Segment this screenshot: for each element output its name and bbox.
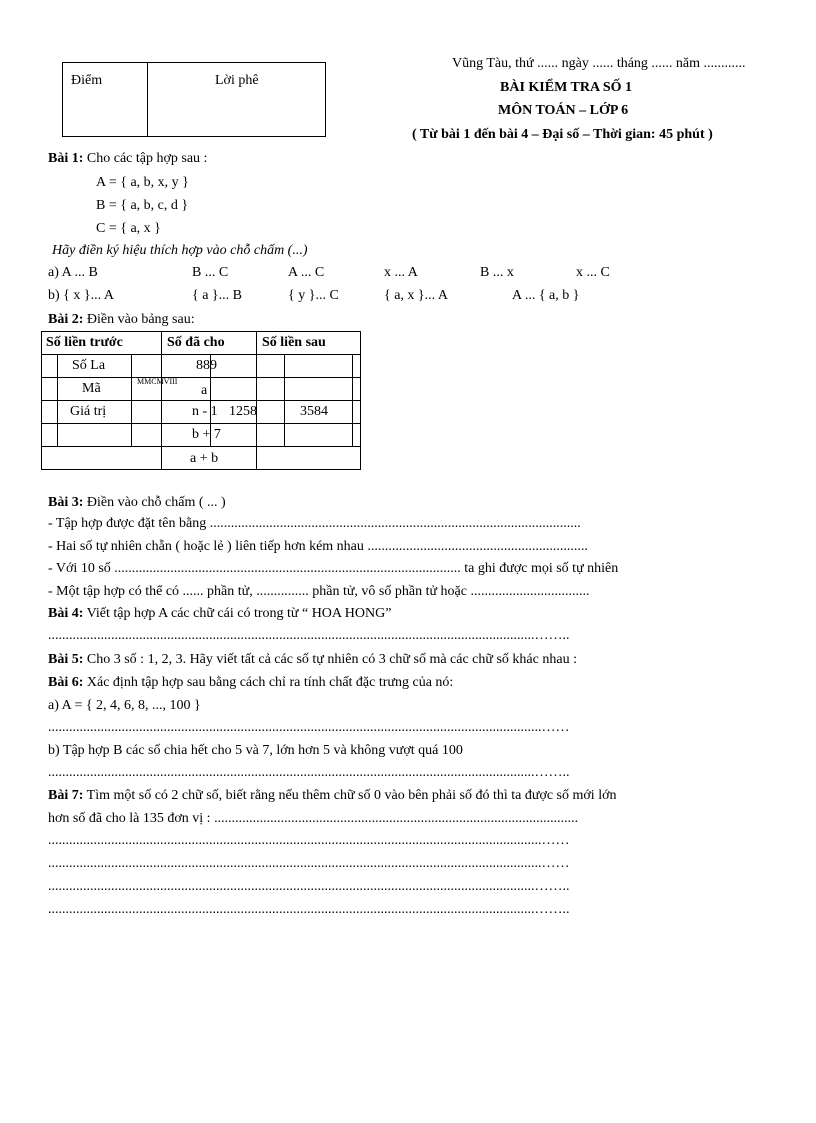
bai7-text: Tìm một số có 2 chữ số, biết rằng nếu thêm chữ số 0 vào bên phải số đó thì ta được số mới lớn (86, 788, 617, 803)
bai6-intro (48, 675, 453, 691)
row-a-2: B ... C (192, 265, 229, 280)
bai1-intro (48, 151, 207, 167)
bai2-intro (48, 312, 195, 328)
grade-box-divider (147, 63, 148, 136)
subject-title: MÔN TOÁN – LỚP 6 (498, 103, 629, 118)
bai7-dots-1: .............................................................................................................................................…… (48, 833, 570, 848)
bai3-line-4: - Một tập hợp có thể có ...... phần tử, ............... phần tử, vô số phần tử hoặc .................................. (48, 584, 590, 599)
set-b: B = { a, b, c, d } (96, 198, 189, 213)
set-c: C = { a, x } (96, 221, 161, 236)
bai3-line-3: - Với 10 số ................................................................................................... ta ghi được mọi số tự nhiên (48, 561, 619, 576)
bai3-line-2: - Hai số tự nhiên chẵn ( hoặc lẻ ) liên tiếp hơn kém nhau ............................................................... (48, 539, 588, 554)
cell-roman: MMCMVIII (137, 377, 178, 386)
bai6-b-dots: ...........................................................................................................................................…….. (48, 765, 570, 780)
bai7-dots-3: ...........................................................................................................................................…….. (48, 879, 570, 894)
row-b-4: { a, x }... A (384, 288, 448, 303)
cell-a: a (201, 383, 208, 398)
cell-1258: 1258 (229, 404, 257, 419)
cell-3584: 3584 (300, 404, 328, 419)
bai7-text2: hơn số đã cho là 135 đơn vị : ........................................................................................................ (48, 811, 579, 826)
bai3-intro (48, 495, 226, 511)
row-a-4: x ... A (384, 265, 418, 280)
page-title: BÀI KIỂM TRA SỐ 1 (500, 80, 632, 95)
row-a-1: a) A ... B (48, 265, 98, 280)
comment-label: Lời phê (215, 73, 259, 88)
bai3-label: Bài 3: (48, 495, 84, 510)
bai6-a-dots: .............................................................................................................................................…… (48, 720, 570, 735)
bai7-dots-4: ...........................................................................................................................................…….. (48, 902, 570, 917)
bai6-label: Bài 6: (48, 675, 84, 690)
row-b-1: b) { x }... A (48, 288, 114, 303)
cell-so-la: Số La (72, 358, 106, 373)
cell-889: 889 (196, 358, 217, 373)
score-label: Điểm (71, 73, 103, 88)
set-a: A = { a, b, x, y } (96, 175, 189, 190)
bai7-label: Bài 7: (48, 788, 84, 803)
bai5-intro (48, 652, 577, 668)
bai6-a: a) A = { 2, 4, 6, 8, ..., 100 } (48, 698, 201, 713)
bai4-intro (48, 606, 391, 622)
place-date: Vũng Tàu, thứ ...... ngày ...... tháng ...... năm ............ (452, 56, 746, 71)
bai2-text: Điền vào bảng sau: (86, 312, 195, 327)
row-a-6: x ... C (576, 265, 610, 280)
bai1-label: Bài 1: (48, 151, 84, 166)
cell-ma: Mã (82, 381, 101, 396)
header-next: Số liền sau (262, 335, 326, 350)
row-b-2: { a }... B (192, 288, 242, 303)
grade-box (62, 62, 326, 137)
bai4-text: Viết tập hợp A các chữ cái có trong từ “ HOA HONG” (86, 606, 392, 621)
cell-b-plus-7: b + 7 (192, 427, 221, 442)
row-a-5: B ... x (480, 265, 514, 280)
bai4-dots: ...........................................................................................................................................…….. (48, 628, 570, 643)
bai3-line-1: - Tập hợp được đặt tên bằng .......................................................................................................... (48, 516, 581, 531)
bai1-instruction: Hãy điền ký hiệu thích hợp vào chỗ chấm (...) (52, 243, 308, 258)
scope-title: ( Từ bài 1 đến bài 4 – Đại số – Thời gian: 45 phút ) (412, 127, 713, 142)
bai5-label: Bài 5: (48, 652, 84, 667)
bai3-text: Điền vào chỗ chấm ( ... ) (86, 495, 226, 510)
bai6-text: Xác định tập hợp sau bằng cách chỉ ra tính chất đặc trưng của nó: (86, 675, 454, 690)
cell-n-minus-1: n - 1 (192, 404, 218, 419)
row-b-3: { y }... C (288, 288, 339, 303)
cell-a-plus-b: a + b (190, 451, 219, 466)
bai6-b: b) Tập hợp B các số chia hết cho 5 và 7, lớn hơn 5 và không vượt quá 100 (48, 743, 463, 758)
row-b-5: A ... { a, b } (512, 288, 580, 303)
bai7-intro (48, 788, 616, 804)
bai4-label: Bài 4: (48, 606, 84, 621)
bai5-text: Cho 3 số : 1, 2, 3. Hãy viết tất cả các số tự nhiên có 3 chữ số mà các chữ số khác nhau : (86, 652, 577, 667)
row-a-3: A ... C (288, 265, 325, 280)
bai1-text: Cho các tập hợp sau : (86, 151, 208, 166)
bai7-dots-2: .............................................................................................................................................…… (48, 856, 570, 871)
cell-gia-tri: Giá trị (70, 404, 107, 419)
bai2-label: Bài 2: (48, 312, 84, 327)
header-prev: Số liền trước (46, 335, 123, 350)
header-given: Số đã cho (167, 335, 225, 350)
